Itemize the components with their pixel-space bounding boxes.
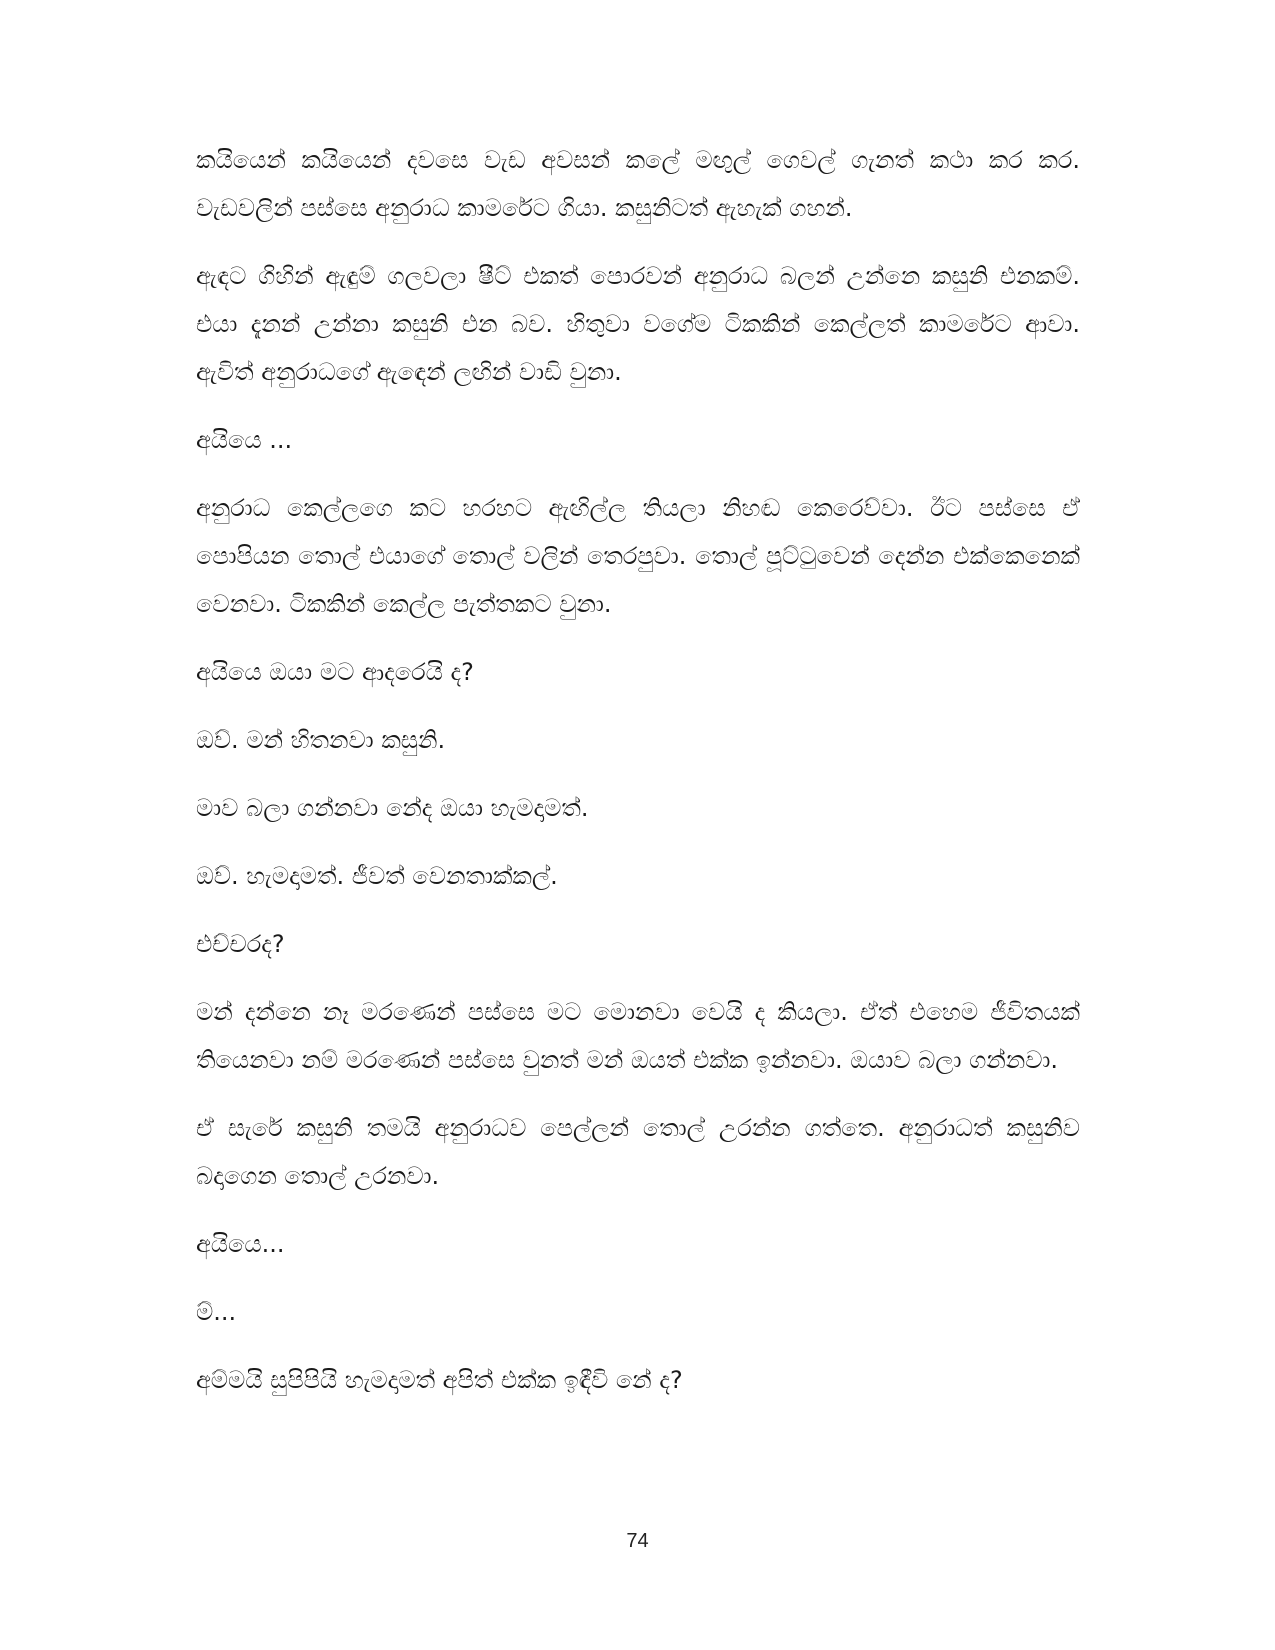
paragraph-8: ඔව්. හැමදාමත්. ජීවත් වෙනතාක්කල්. <box>196 862 558 890</box>
page-number: 74 <box>626 1530 649 1552</box>
paragraph-13: ම්... <box>196 1298 237 1326</box>
paragraph-2: ඇඳට ගිහින් ඇඳුම් ගලවලා ෂීට් එකත් පොරවන් අනුරාධ බලන් උන්නෙ කසුනි එනකම්. එයා දැනන් උන්නා කසුනි එන බව. හිතුවා වගේම ටිකකින් කෙල්ලත් කාමරේට ආවා. ඇවිත් අනුරාධගේ ඇඳෙන් ලඟින් වාඩි වුනා. <box>196 262 1080 386</box>
paragraph-7: මාව බලා ගන්නවා නේද ඔයා හැමදාමත්. <box>196 794 589 822</box>
paragraph-9: එච්චරද? <box>196 930 285 958</box>
paragraph-11: ඒ සැරේ කසුනි තමයි අනුරාධව පෙල්ලන් තොල් උරන්න ගත්තෙ. අනුරාධත් කසුනිව බදාගෙන තොල් උරනවා. <box>196 1114 1080 1190</box>
paragraph-10: මන් දන්නෙ නෑ මරණෙන් පස්සෙ මට මොනවා වෙයි ද කියලා. ඒත් එහෙම ජීවිතයක් තියෙනවා නම් මරණෙන් පස්සෙ වුනත් මන් ඔයත් එක්ක ඉන්නවා. ඔයාව බලා ගන්නවා. <box>196 998 1080 1074</box>
paragraph-4: අනුරාධ කෙල්ලගෙ කට හරහට ඇඟිල්ල තියලා නිහඬ කෙරෙව්වා. ඊට පස්සෙ ඒ පොපියන තොල් එයාගේ තොල් වලින් තෙරපුවා. තොල් පූට්ටුවෙන් දෙන්න එක්කෙනෙක් වෙනවා. ටිකකින් කෙල්ල පැත්තකට වුනා. <box>196 494 1080 618</box>
paragraph-14: අම්මයි සුපිපියි හැමදාමත් අපිත් එක්ක ඉඳීවි නේ ද? <box>196 1366 683 1394</box>
paragraph-5: අයියෙ ඔයා මට ආදරෙයි ද? <box>196 658 474 686</box>
paragraph-3: අයියෙ ... <box>196 426 293 454</box>
paragraph-6: ඔව්. මන් හිතනවා කසුනි. <box>196 726 446 754</box>
paragraph-1: කයියෙන් කයියෙන් දවසෙ වැඩ අවසන් කලේ මඟුල් ගෙවල් ගැනත් කථා කර කර. වැඩවලින් පස්සෙ අනුරාධ කාමරේට ගියා. කසුනිටත් ඇහැක් ගහන්. <box>196 146 1080 222</box>
paragraph-12: අයියෙ... <box>196 1230 285 1258</box>
body-text <box>196 136 1080 1424</box>
